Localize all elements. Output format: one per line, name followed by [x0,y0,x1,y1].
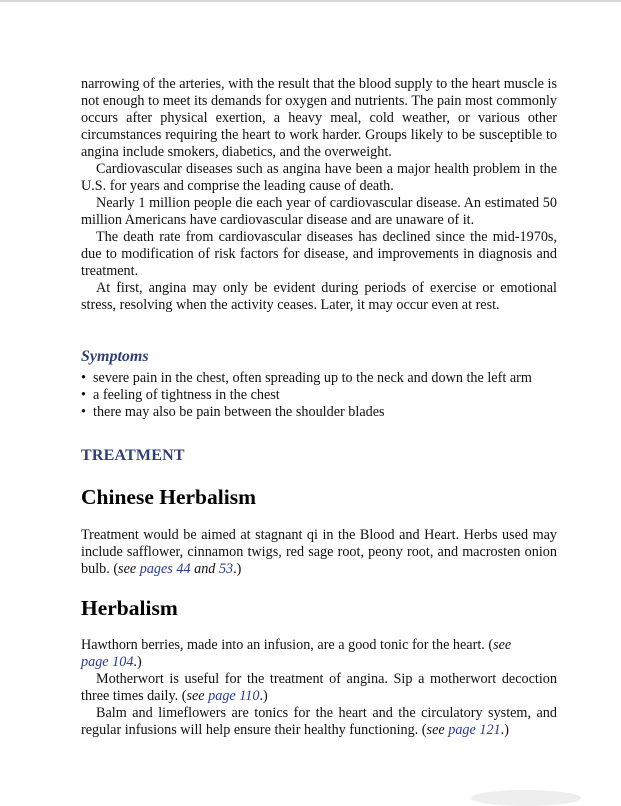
and-label: and [194,561,216,577]
herbalism-heading: Herbalism [81,596,178,620]
paragraph-text: Treatment would be aimed at stagnant qi in the Blood and Heart. Herbs used may include safflower, cinnamon twigs, red sage root, peony root, and macrosten onion bulb. ( [81,527,557,577]
paragraph-text: Motherwort is useful for the treatment of angina. Sip a motherwort decoction three times daily. ( [81,671,557,704]
page-top-border [0,0,621,2]
symptoms-list [81,370,557,421]
symptom-item: • there may also be pain between the shoulder blades [81,404,557,421]
intro-paragraph: Nearly 1 million people die each year of cardiovascular disease. An estimated 50 million Americans have cardiovascular disease and are unaware of it. [81,195,557,228]
paragraph-text: Hawthorn berries, made into an infusion, are a good tonic for the heart. ( [81,637,494,653]
intro-paragraph: The death rate from cardiovascular diseases has declined since the mid-1970s, due to modification of risk factors for disease, and improvements in diagnosis and treatment. [81,229,557,279]
document-page [81,76,557,739]
closing-punctuation: .) [233,561,242,577]
closing-punctuation: .) [133,654,142,670]
intro-paragraph: narrowing of the arteries, with the result that the blood supply to the heart muscle is not enough to meet its demands for oxygen and nutrients. The pain most commonly occurs after physical exertion, a heavy meal, cold weather, or various other circumstances requiring the heart to work harder. Groups likely to be susceptible to angina include smokers, diabetics, and the overweight. [81,76,557,160]
page-reference-link[interactable]: 53 [218,561,234,577]
page-reference-link[interactable]: page 121 [448,722,501,738]
page-corner-shadow [471,790,581,806]
see-label: see [118,561,137,577]
see-label: see [186,688,205,704]
chinese-herbalism-paragraph [81,527,557,578]
herbalism-paragraph [81,705,557,739]
paragraph-text: Balm and limeflowers are tonics for the heart and the circulatory system, and regular infusions will help ensure their healthy functioning. ( [81,705,557,738]
herbalism-paragraph [81,671,557,705]
page-reference-link[interactable]: page 110 [208,688,260,704]
treatment-heading: TREATMENT [81,447,185,464]
closing-punctuation: .) [259,688,268,704]
chinese-herbalism-heading: Chinese Herbalism [81,485,256,509]
intro-paragraph: Cardiovascular diseases such as angina have been a major health problem in the U.S. for years and comprise the leading cause of death. [81,161,557,194]
symptoms-heading: Symptoms [81,348,149,365]
see-label: see [493,637,512,653]
closing-punctuation: .) [500,722,509,738]
page-reference-link[interactable]: page 104 [81,654,134,670]
symptom-item: • a feeling of tightness in the chest [81,387,557,404]
see-label: see [426,722,445,738]
page-reference-link[interactable]: pages 44 [139,561,191,577]
intro-paragraph: At first, angina may only be evident during periods of exercise or emotional stress, resolving when the activity ceases. Later, it may occur even at rest. [81,280,557,313]
herbalism-paragraph [81,637,557,671]
symptom-item: • severe pain in the chest, often spreading up to the neck and down the left arm [81,370,557,387]
